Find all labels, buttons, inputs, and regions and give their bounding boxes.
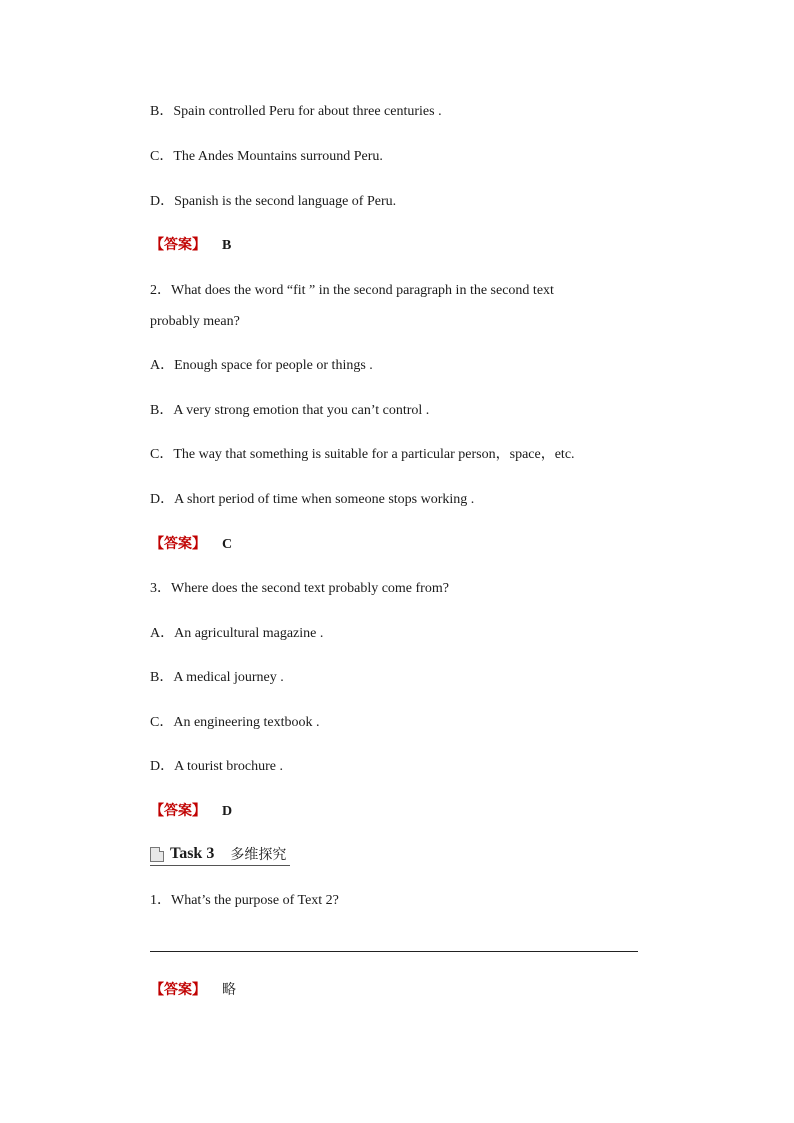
- answer-value: 略: [222, 982, 236, 998]
- q3-question: 3．Where does the second text probably come from?: [150, 581, 449, 596]
- answer-tag: 【答案】: [150, 803, 206, 819]
- q1-option-b: B．Spain controlled Peru for about three centuries .: [150, 104, 442, 119]
- task3-title: 多维探究: [230, 847, 287, 863]
- q2-option-b: B．A very strong emotion that you can’t control .: [150, 403, 430, 418]
- q2-answer: [150, 535, 232, 554]
- answer-tag: 【答案】: [150, 237, 206, 253]
- q2-option-c: C．The way that something is suitable for a particular person，space，etc.: [150, 447, 575, 462]
- task3-label: Task 3: [170, 845, 215, 862]
- q3-answer: [150, 802, 232, 821]
- q1-option-c: C．The Andes Mountains surround Peru.: [150, 149, 383, 164]
- q3-option-d: D．A tourist brochure .: [150, 759, 283, 774]
- task3-heading: [150, 843, 290, 866]
- answer-value: C: [222, 537, 233, 552]
- q2-option-a: A．Enough space for people or things .: [150, 358, 373, 373]
- q2-question-line2: probably mean?: [150, 314, 240, 329]
- answer-tag: 【答案】: [150, 536, 206, 552]
- answer-tag: 【答案】: [150, 982, 206, 998]
- q1-option-d: D．Spanish is the second language of Peru.: [150, 194, 397, 209]
- task3-question-1: 1．What’s the purpose of Text 2?: [150, 893, 339, 908]
- q3-option-b: B．A medical journey .: [150, 670, 284, 685]
- q2-option-d: D．A short period of time when someone stops working .: [150, 492, 475, 507]
- q3-option-c: C．An engineering textbook .: [150, 715, 320, 730]
- answer-value: B: [222, 238, 232, 253]
- q2-question-line1: 2．What does the word “fit ” in the second paragraph in the second text: [150, 283, 554, 298]
- q1-answer: [150, 236, 231, 255]
- task3-answer: [150, 981, 236, 1000]
- answer-blank-line: [150, 951, 638, 952]
- document-icon: [150, 847, 164, 862]
- q3-option-a: A．An agricultural magazine .: [150, 626, 324, 641]
- answer-value: D: [222, 804, 233, 819]
